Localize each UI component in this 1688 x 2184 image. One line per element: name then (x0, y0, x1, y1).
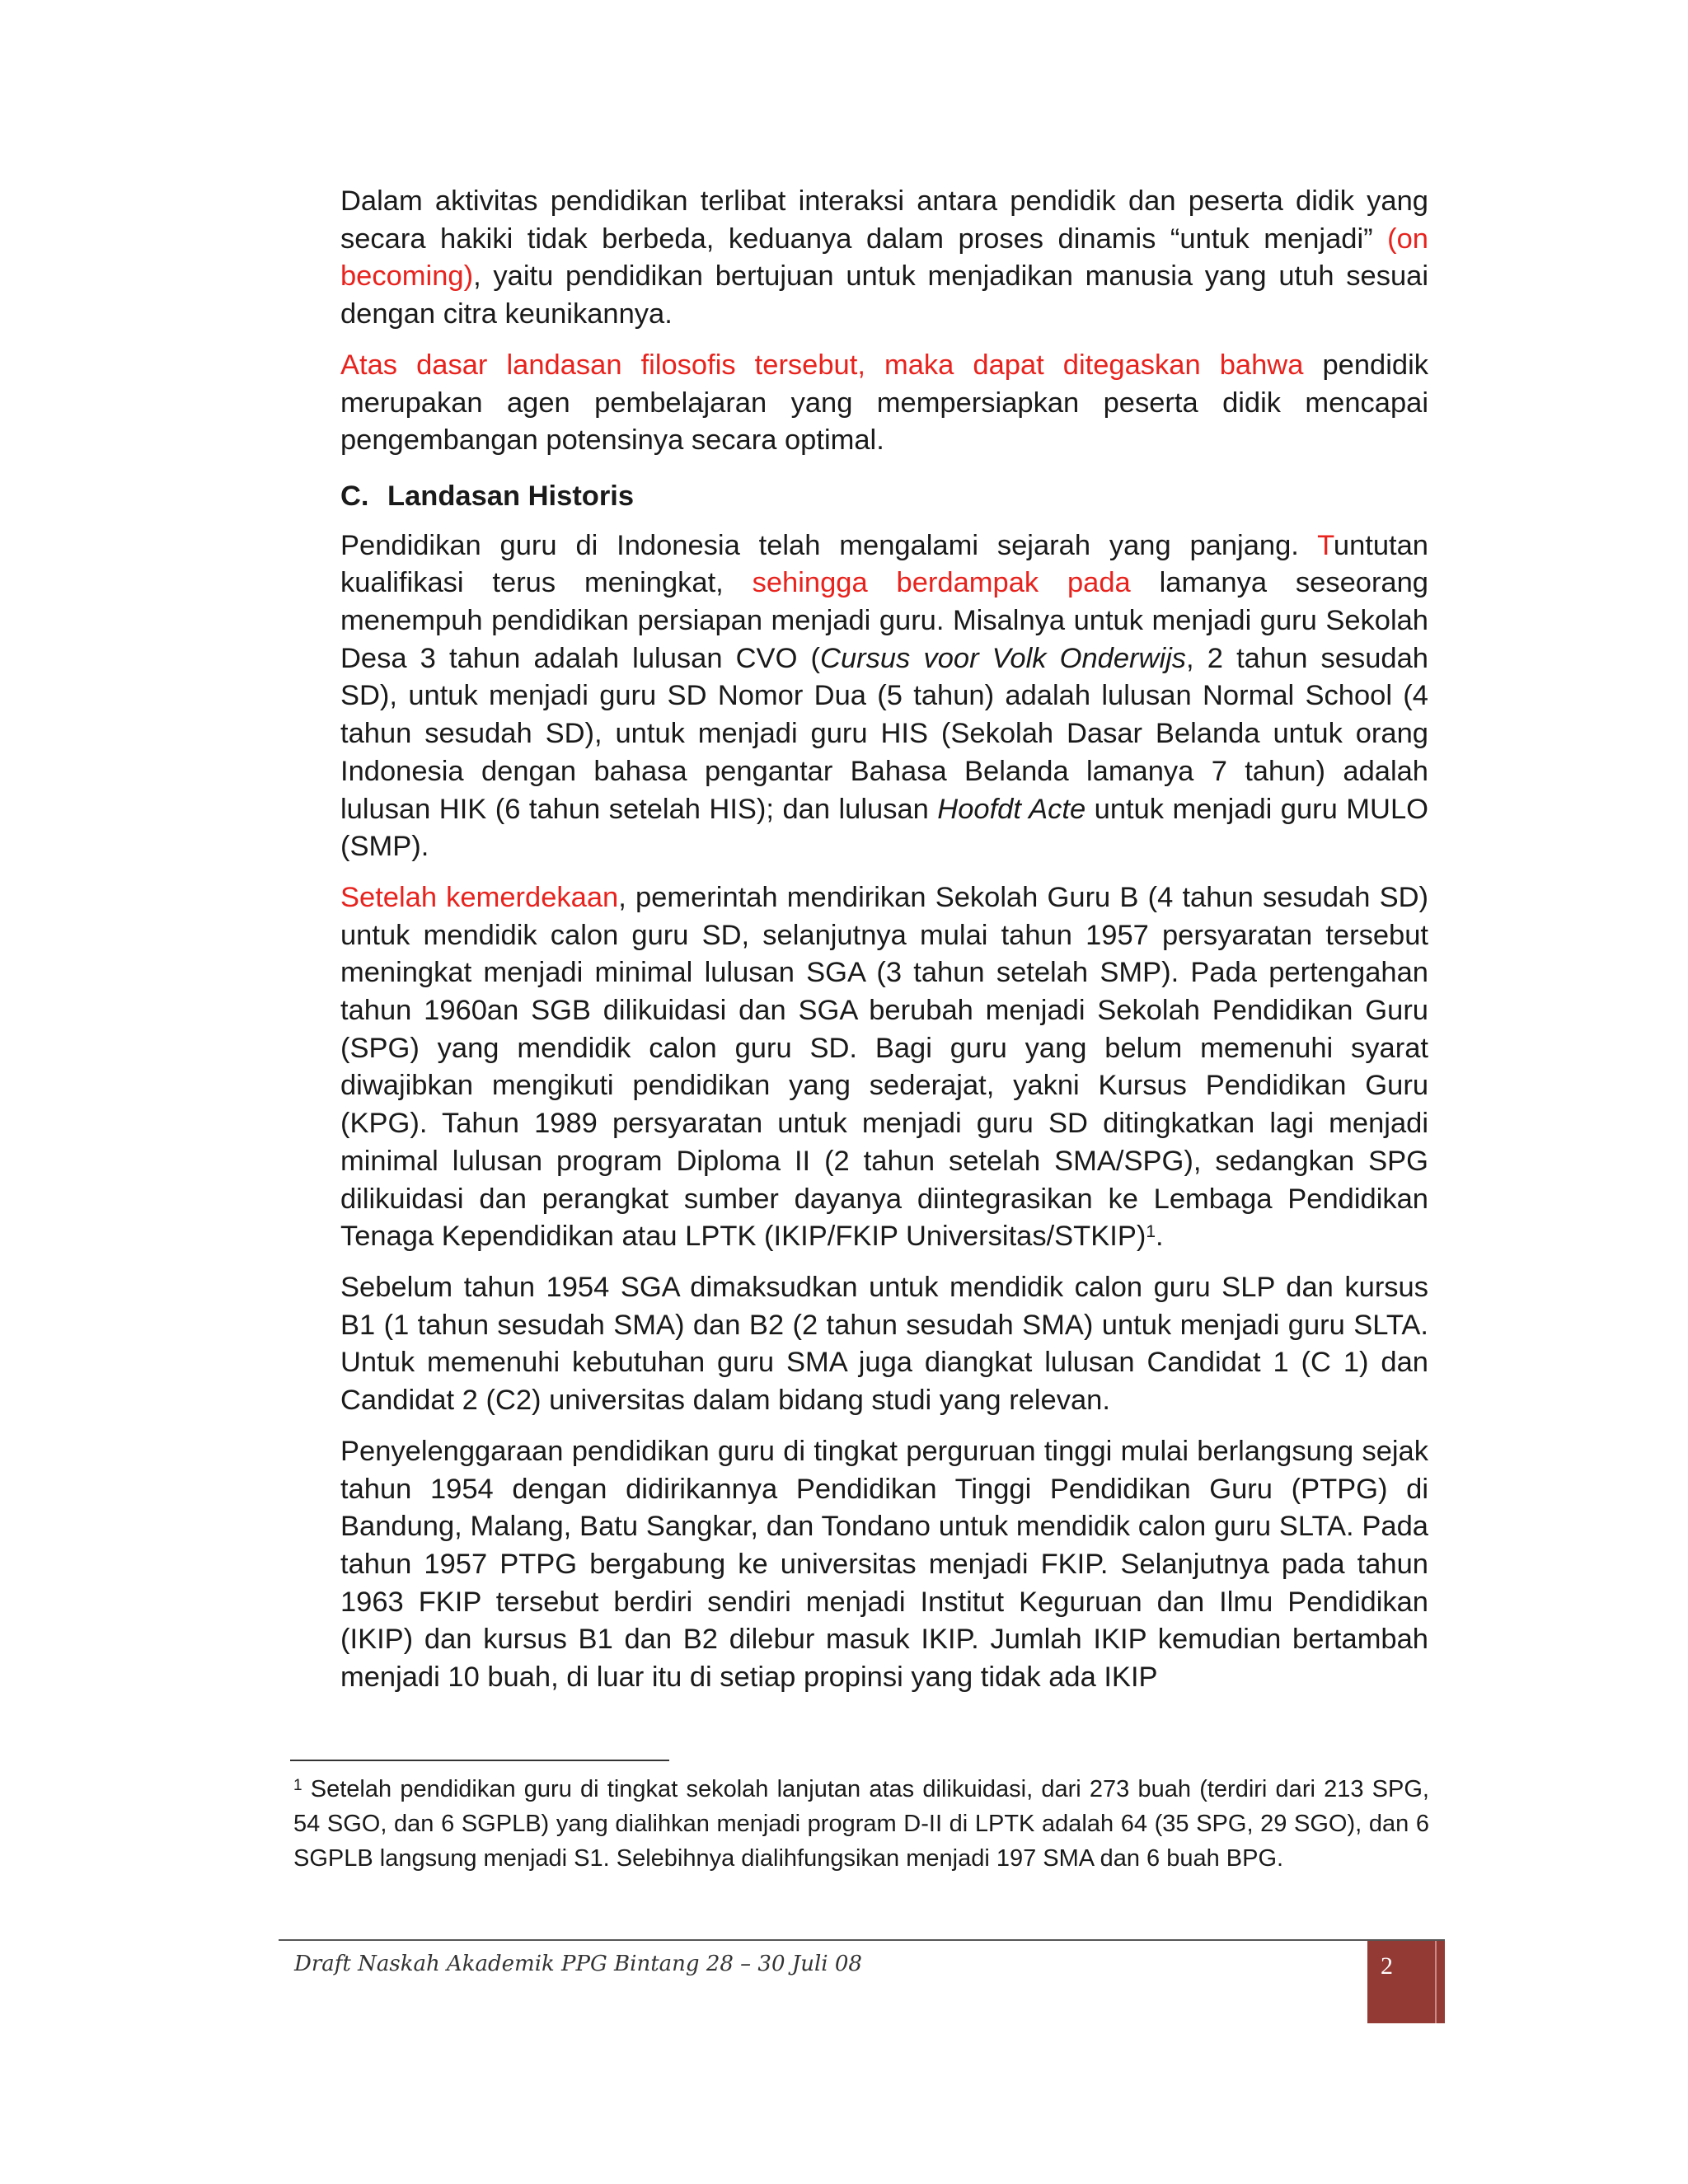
paragraph-1-highlight: (on becoming) (340, 223, 1428, 293)
paragraph-2-text-b: pendidik merupakan agen pembelajaran yang mempersiapkan peserta didik mencapai pengembangan potensinya secara optimal. (340, 349, 1428, 457)
page-number-box (1367, 1941, 1445, 2023)
paragraph-3-text-c: lamanya seseorang menempuh pendidikan persiapan menjadi guru. Misalnya untuk menjadi guru Sekolah Desa 3 tahun adalah lulusan CVO ( (340, 567, 1428, 674)
page-body (340, 183, 1428, 1710)
footer-title: Draft Naskah Akademik PPG Bintang 28 – 30 Juli 08 (294, 1952, 862, 1976)
paragraph-2-highlight: Atas dasar landasan filosofis tersebut, maka dapat ditegaskan bahwa (340, 349, 1304, 381)
paragraph-4 (340, 879, 1428, 1256)
paragraph-5: Sebelum tahun 1954 SGA dimaksudkan untuk mendidik calon guru SLP dan kursus B1 (1 tahun sesudah SMA) dan B2 (2 tahun sesudah SMA) untuk menjadi guru SLTA. Untuk memenuhi kebutuhan guru SMA juga diangkat lulusan Candidat 1 (C 1) dan Candidat 2 (C2) universitas dalam bidang studi yang relevan. (340, 1271, 1428, 1417)
paragraph-3-text-e: untuk menjadi guru MULO (SMP). (340, 793, 1428, 863)
section-title: Landasan Historis (387, 480, 635, 512)
footnote-divider (290, 1760, 669, 1761)
paragraph-3-text-a: Pendidikan guru di Indonesia telah mengalami sejarah yang panjang. (340, 529, 1318, 561)
paragraph-4-text-end: . (1156, 1221, 1164, 1253)
footnote-reference[interactable]: 1 (1146, 1222, 1156, 1242)
paragraph-3-highlight-2: sehingga berdampak pada (752, 567, 1131, 599)
paragraph-6: Penyelenggaraan pendidikan guru di tingkat perguruan tinggi mulai berlangsung sejak tahun 1954 dengan didirikannya Pendidikan Tinggi Pendidikan Guru (PTPG) di Bandung, Malang, Batu Sangkar, dan Tondano untuk mendidik calon guru SLTA. Pada tahun 1957 PTPG bergabung ke universitas menjadi FKIP. Selanjutnya pada tahun 1963 FKIP tersebut berdiri sendiri menjadi Institut Keguruan dan Ilmu Pendidikan (IKIP) dan kursus B1 dan B2 dilebur masuk IKIP. Jumlah IKIP kemudian bertambah menjadi 10 buah, di luar itu di setiap propinsi yang tidak ada IKIP (340, 1435, 1428, 1694)
footer-divider (279, 1939, 1445, 1941)
section-heading-c (340, 478, 1428, 516)
paragraph-4-text-b: , pemerintah mendirikan Sekolah Guru B (4 tahun sesudah SD) untuk mendidik calon guru SD, selanjutnya mulai tahun 1957 persyaratan tersebut meningkat menjadi minimal lulusan SGA (3 tahun setelah SMP). Pada pertengahan tahun 1960an SGB dilikuidasi dan SGA berubah menjadi Sekolah Pendidikan Guru (SPG) yang mendidik calon guru SD. Bagi guru yang belum memenuhi syarat diwajibkan mengikuti pendidikan yang sederajat, yakni Kursus Pendidikan Guru (KPG). Tahun 1989 persyaratan untuk menjadi guru SD ditingkatkan lagi menjadi minimal lulusan program Diploma II (2 tahun setelah SMA/SPG), sedangkan SPG dilikuidasi dan perangkat sumber dayanya diintegrasikan ke Lembaga Pendidikan Tenaga Kependidikan atau LPTK (IKIP/FKIP Universitas/STKIP) (340, 881, 1428, 1253)
paragraph-3-italic-1: Cursus voor Volk Onderwijs (820, 642, 1187, 674)
paragraph-3-italic-2: Hoofdt Acte (937, 793, 1086, 825)
paragraph-4-highlight: Setelah kemerdekaan (340, 881, 619, 913)
paragraph-1-text-a: Dalam aktivitas pendidikan terlibat interaksi antara pendidik dan peserta didik yang secara hakiki tidak berbeda, keduanya dalam proses dinamis “untuk menjadi” (340, 185, 1428, 255)
section-number: C. (340, 480, 369, 512)
paragraph-3-highlight-1: T (1317, 529, 1334, 561)
paragraph-2 (340, 347, 1428, 460)
paragraph-3 (340, 527, 1428, 866)
page-number: 2 (1381, 1952, 1393, 1980)
footnote-marker: 1 (293, 1777, 302, 1794)
footnote-text: Setelah pendidikan guru di tingkat sekolah lanjutan atas dilikuidasi, dari 273 buah (terdiri dari 213 SPG, 54 SGO, dan 6 SGPLB) yang dialihkan menjadi program D-II di LPTK adalah 64 (35 SPG, 29 SGO), dan 6 SGPLB langsung menjadi S1. Selebihnya dialihfungsikan menjadi 197 SMA dan 6 buah BPG. (293, 1776, 1429, 1872)
paragraph-1-text-b: , yaitu pendidikan bertujuan untuk menjadikan manusia yang utuh sesuai dengan citra keunikannya. (340, 260, 1428, 330)
paragraph-1 (340, 183, 1428, 334)
paragraph-3-text-d: , 2 tahun sesudah SD), untuk menjadi guru SD Nomor Dua (5 tahun) adalah lulusan Normal School (4 tahun sesudah SD), untuk menjadi guru HIS (Sekolah Dasar Belanda untuk orang Indonesia dengan bahasa pengantar Bahasa Belanda lamanya 7 tahun) adalah lulusan HIK (6 tahun setelah HIS); dan lulusan (340, 642, 1428, 825)
paragraph-3-text-b: untutan kualifikasi terus meningkat, (340, 529, 1428, 599)
footnote (293, 1772, 1429, 1876)
